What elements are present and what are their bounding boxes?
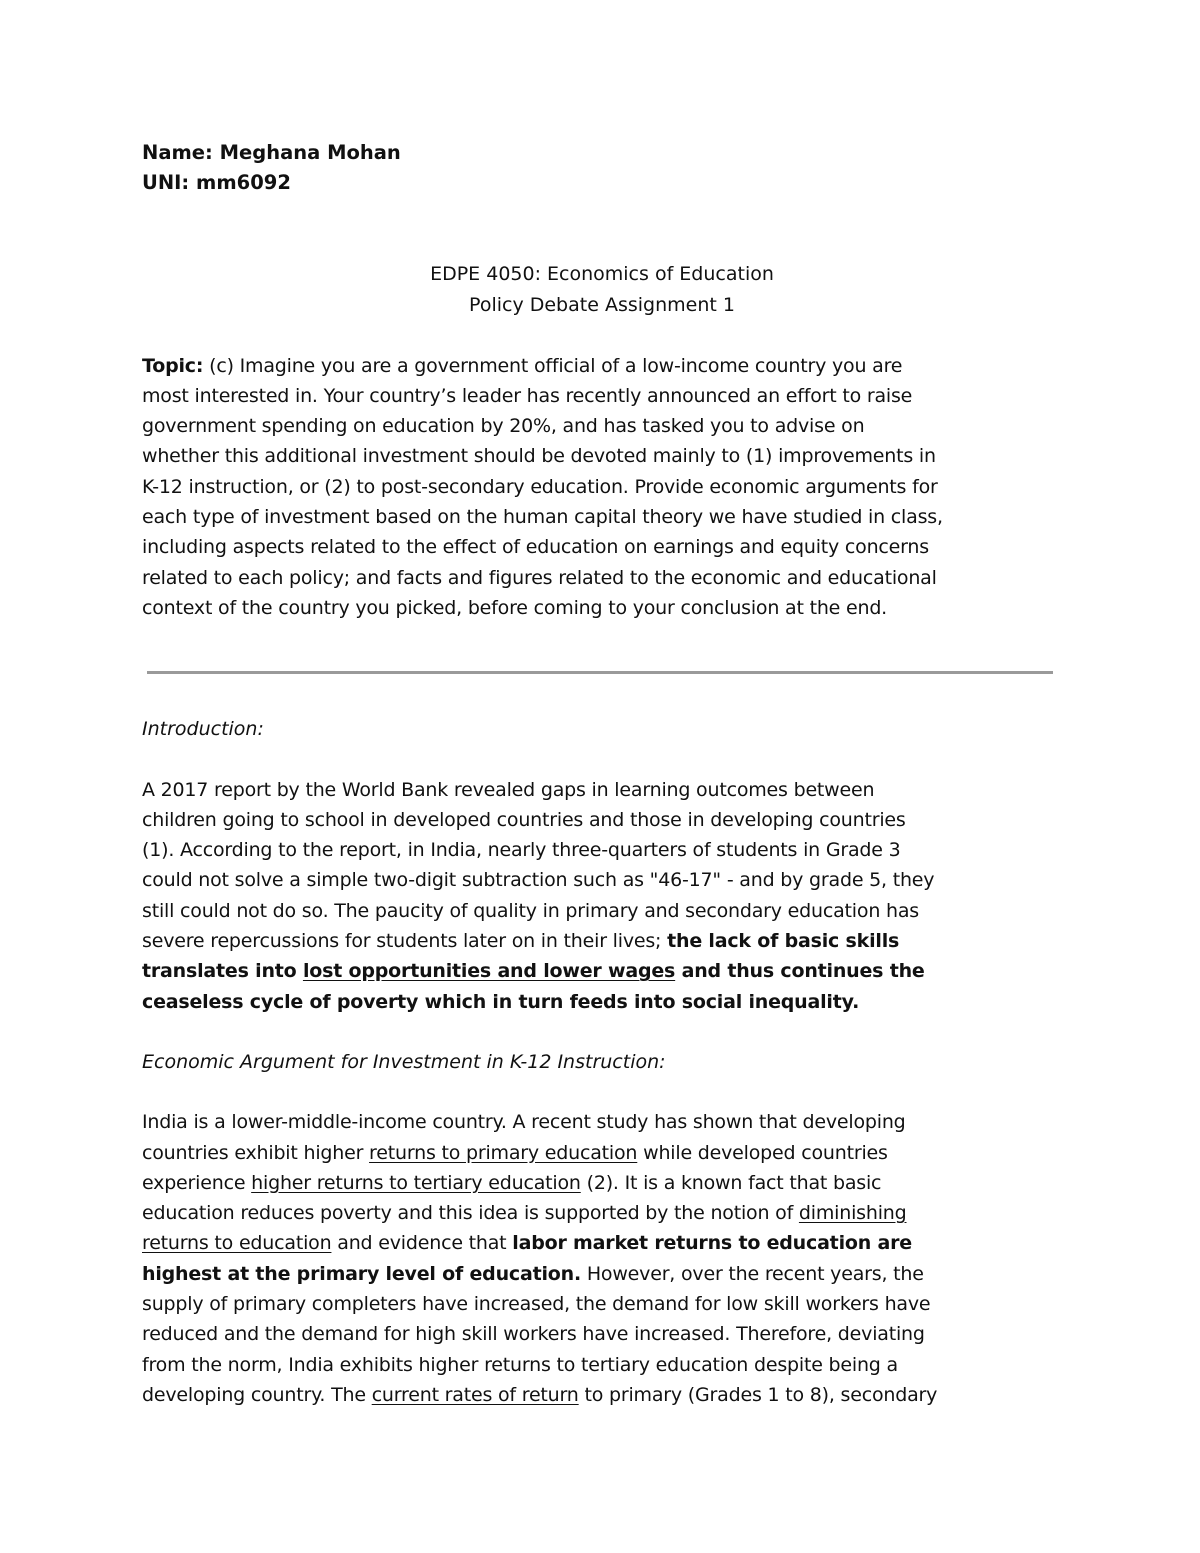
k12-text: countries exhibit higher <box>142 1141 370 1164</box>
k12-paragraph <box>142 1107 1062 1410</box>
intro-bold-text: and thus continues the <box>675 960 925 983</box>
intro-line: A 2017 report by the World Bank revealed gaps in learning outcomes between <box>142 778 875 801</box>
k12-line: India is a lower-middle-income country. A recent study has shown that developing <box>142 1111 906 1134</box>
k12-underlined-text: current rates of return <box>371 1383 579 1406</box>
horizontal-divider <box>147 671 1053 674</box>
introduction-heading: Introduction: <box>142 718 264 741</box>
k12-line: reduced and the demand for high skill workers have increased. Therefore, deviating <box>142 1323 925 1346</box>
intro-line: still could not do so. The paucity of quality in primary and secondary education has <box>142 899 919 922</box>
topic-line: K-12 instruction, or (2) to post-secondary education. Provide economic arguments for <box>142 475 938 498</box>
topic-line: government spending on education by 20%, and has tasked you to advise on <box>142 415 865 438</box>
topic-line: most interested in. Your country’s leader has recently announced an effort to raise <box>142 384 913 407</box>
intro-line: could not solve a simple two-digit subtraction such as "46-17" - and by grade 5, they <box>142 869 935 892</box>
k12-text: developing country. The <box>142 1383 372 1406</box>
k12-line: supply of primary completers have increased, the demand for low skill workers have <box>142 1293 931 1316</box>
intro-bold-text: the lack of basic skills <box>667 930 900 953</box>
k12-text: to primary (Grades 1 to 8), secondary <box>578 1383 938 1406</box>
intro-bold-text: translates into <box>142 960 303 983</box>
topic-line: context of the country you picked, before coming to your conclusion at the end. <box>142 596 888 619</box>
topic-line: related to each policy; and facts and figures related to the economic and educational <box>142 566 937 589</box>
topic-line: including aspects related to the effect of education on earnings and equity concerns <box>142 536 929 559</box>
k12-text: while developed countries <box>637 1141 888 1164</box>
intro-bold-text: ceaseless cycle of poverty which in turn feeds into social inequality. <box>142 990 860 1013</box>
course-title: EDPE 4050: Economics of Education <box>430 262 774 285</box>
k12-underlined-text: higher returns to tertiary education <box>251 1171 581 1194</box>
document-page <box>142 138 1062 1410</box>
k12-underlined-text: diminishing <box>798 1202 907 1225</box>
k12-text: and evidence that <box>331 1232 513 1255</box>
intro-line: (1). According to the report, in India, nearly three-quarters of students in Grade 3 <box>142 839 901 862</box>
k12-text: education reduces poverty and this idea is supported by the notion of <box>142 1202 799 1225</box>
intro-underlined-text: lost opportunities and lower wages <box>302 960 676 983</box>
intro-text: severe repercussions for students later on in their lives; <box>142 930 668 953</box>
k12-line: from the norm, India exhibits higher returns to tertiary education despite being a <box>142 1353 898 1376</box>
k12-underlined-text: returns to primary education <box>369 1141 638 1164</box>
topic-line: whether this additional investment should be devoted mainly to (1) improvements in <box>142 445 936 468</box>
k12-bold-text: labor market returns to education are <box>512 1232 912 1255</box>
introduction-paragraph <box>142 775 1062 1017</box>
topic-line: (c) Imagine you are a government official of a low-income country you are <box>203 354 903 377</box>
intro-line: children going to school in developed countries and those in developing countries <box>142 808 906 831</box>
topic-line: each type of investment based on the human capital theory we have studied in class, <box>142 506 943 529</box>
k12-bold-text: highest at the primary level of education. <box>142 1262 581 1285</box>
topic-paragraph <box>142 351 1062 624</box>
k12-text: experience <box>142 1171 252 1194</box>
topic-label: Topic: <box>142 354 204 377</box>
k12-text: (2). It is a known fact that basic <box>580 1171 882 1194</box>
k12-text: However, over the recent years, the <box>580 1262 924 1285</box>
k12-underlined-text: returns to education <box>142 1232 332 1255</box>
k12-section-heading: Economic Argument for Investment in K-12 Instruction: <box>142 1050 666 1073</box>
student-uni: UNI: mm6092 <box>142 171 291 195</box>
student-name: Name: Meghana Mohan <box>142 141 401 164</box>
assignment-title: Policy Debate Assignment 1 <box>469 293 735 316</box>
